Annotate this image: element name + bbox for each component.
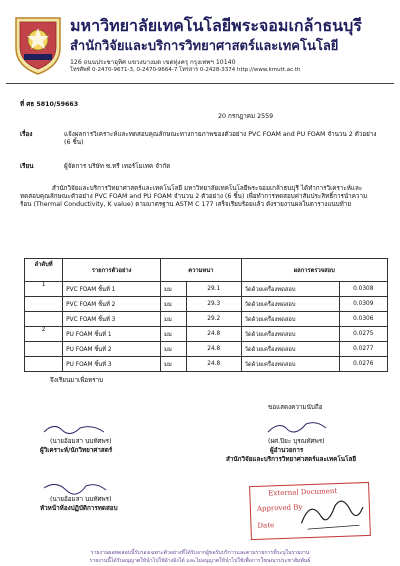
university-name: มหาวิทยาลัยเทคโนโลยีพระจอมเกล้าธนบุรี: [70, 16, 362, 35]
signer-right-title1: ผู้อำนวยการ: [270, 447, 304, 454]
office-name: สำนักวิจัยและบริการวิทยาศาสตร์และเทคโนโลยี: [70, 39, 339, 54]
reference-number: ที่ ศธ 5810/59663: [20, 101, 79, 108]
row-thickness: 24.8: [186, 342, 241, 357]
row-sample: PU FOAM ชิ้นที่ 3: [63, 357, 161, 372]
row-method: วัดด้วยเครื่องทดสอบ: [241, 342, 339, 357]
to-label: เรียน: [20, 163, 34, 170]
stamp-line2: Approved By: [256, 503, 303, 513]
signer-right-title2: สำนักวิจัยและบริการวิทยาศาสตร์และเทคโนโลยี: [226, 456, 357, 463]
header-divider: [6, 83, 394, 84]
row-method: วัดด้วยเครื่องทดสอบ: [241, 312, 339, 327]
row-no: [25, 312, 63, 327]
row-method: วัดด้วยเครื่องทดสอบ: [241, 327, 339, 342]
table-row: [25, 342, 388, 357]
recipient: ผู้จัดการ บริษัท ซ.ทรี เทอร์โมเทค จำกัด: [64, 163, 171, 170]
row-method: วัดด้วยเครื่องทดสอบ: [241, 297, 339, 312]
row-sample: PU FOAM ชิ้นที่ 2: [63, 342, 161, 357]
regards-text: ขอแสดงความนับถือ: [268, 404, 323, 411]
row-unit: มม: [161, 342, 187, 357]
row-result: 0.0308: [339, 282, 387, 297]
university-logo: [10, 10, 66, 76]
row-sample: PVC FOAM ชิ้นที่ 1: [63, 282, 161, 297]
signer-left2-title: หัวหน้าห้องปฏิบัติการทดสอบ: [40, 505, 118, 512]
row-result: 0.0276: [339, 357, 387, 372]
header-result: ผลการตรวจสอบ: [241, 259, 387, 282]
row-no: 2: [25, 327, 63, 342]
row-thickness: 29.1: [186, 282, 241, 297]
row-no: [25, 357, 63, 372]
footer-note-2: รายงานนี้ได้รับอนุญาตให้นำไปใช้อ้างอิงได้ และไม่อนุญาตให้นำไปใช้เพื่อการโฆษณาประชาสัมพันธ์: [89, 558, 311, 564]
table-header-row: [25, 259, 388, 282]
row-sample: PVC FOAM ชิ้นที่ 3: [63, 312, 161, 327]
row-unit: มม: [161, 357, 187, 372]
row-thickness: 24.8: [186, 357, 241, 372]
row-method: วัดด้วยเครื่องทดสอบ: [241, 357, 339, 372]
row-thickness: 29.3: [186, 297, 241, 312]
stamp-line1: External Document: [268, 487, 338, 498]
subject-label: เรื่อง: [20, 131, 33, 138]
row-result: 0.0277: [339, 342, 387, 357]
signer-left2-name: (นายอ้อมสา นบทัศพร): [50, 496, 112, 503]
row-unit: มม: [161, 282, 187, 297]
letter-date: 20 กรกฎาคม 2559: [218, 113, 274, 120]
results-table: [24, 258, 388, 372]
row-result: 0.0306: [339, 312, 387, 327]
signer-right-name: (ผศ.ปิยะ บุรณทัศพร): [268, 438, 325, 445]
row-no: [25, 342, 63, 357]
row-unit: มม: [161, 312, 187, 327]
subject-text: แจ้งผลการวิเคราะห์และทดสอบคุณลักษณะทางกายภาพของตัวอย่าง PVC FOAM and PU FOAM จำนวน 2 ตัวอย่าง (6 ชิ้น): [64, 131, 377, 147]
table-row: [25, 357, 388, 372]
footer-note-1: รายงานผลทดสอบนี้รับรองเฉพาะตัวอย่างที่ได้รับจากผู้ขอรับบริการและตามรายการที่ระบุในรายงาน: [90, 550, 310, 556]
row-sample: PU FOAM ชิ้นที่ 1: [63, 327, 161, 342]
row-result: 0.0275: [339, 327, 387, 342]
table-row: [25, 312, 388, 327]
address: 126 ถนนประชาอุทิศ แขวงบางมด เขตทุ่งครุ กรุงเทพฯ 10140: [70, 59, 236, 66]
table-row: [25, 297, 388, 312]
signer-left1-name: (นายอ้อมสา นบทัศพร): [50, 438, 112, 445]
stamp-line3: Date: [257, 521, 275, 530]
signer-left1-title: ผู้วิเคราะห์/นักวิทยาศาสตร์: [40, 447, 113, 454]
header-thickness: ความหนา: [161, 259, 241, 282]
row-result: 0.0309: [339, 297, 387, 312]
row-sample: PVC FOAM ชิ้นที่ 2: [63, 297, 161, 312]
table-row: [25, 327, 388, 342]
row-thickness: 24.8: [186, 327, 241, 342]
row-unit: มม: [161, 297, 187, 312]
row-no: [25, 297, 63, 312]
closing-text: จึงเรียนมาเพื่อทราบ: [50, 377, 104, 384]
header-sample: รายการตัวอย่าง: [63, 259, 161, 282]
letter-body: สำนักวิจัยและบริการวิทยาศาสตร์และเทคโนโลยี มหาวิทยาลัยเทคโนโลยีพระจอมเกล้าธนบุรี ได้ทำการวิเคราะห์และทดสอบคุณลักษณะตัวอย่าง PVC FOAM and PU FOAM จำนวน 2 ตัวอย่าง (6 ชิ้น) เพื่อทำการทดสอบค่าสัมประสิทธิ์การนำความร้อน (Thermal Conductivity, K value) ตามมาตรฐาน ASTM C 177 เสร็จเรียบร้อยแล้ว ดังรายงานผลในตารางแนบท้าย: [20, 185, 368, 209]
table-row: [25, 282, 388, 297]
row-thickness: 29.2: [186, 312, 241, 327]
row-unit: มม: [161, 327, 187, 342]
header-no: ลำดับที่: [25, 259, 63, 282]
row-method: วัดด้วยเครื่องทดสอบ: [241, 282, 339, 297]
stamp-signature: [296, 491, 367, 535]
approval-stamp: [249, 482, 371, 540]
contact-info: โทรศัพท์ 0-2470-9671-3, 0-2470-9664-7 โทรสาร 0-2428-3374 http://www.kmutt.ac.th: [70, 67, 301, 73]
row-no: 1: [25, 282, 63, 297]
